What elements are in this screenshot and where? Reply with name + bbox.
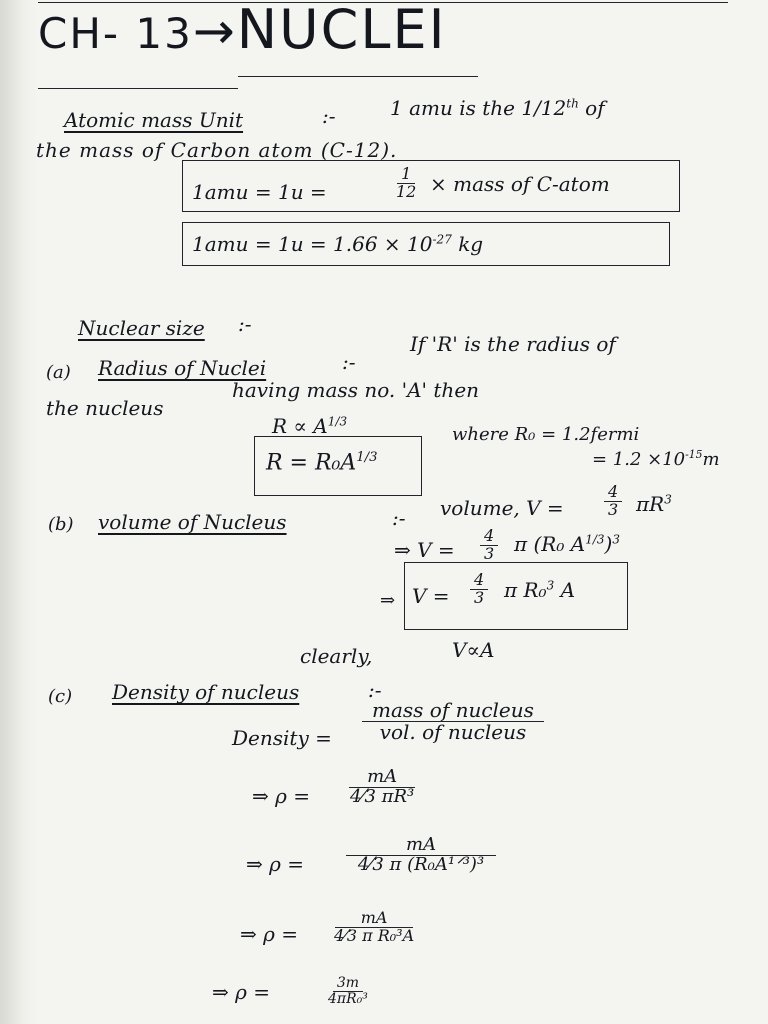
volume-num: 4 bbox=[604, 484, 622, 502]
density-step4-num: 3m bbox=[333, 976, 363, 992]
volume-left: volume, V = bbox=[440, 496, 564, 520]
volume-step1-cube: 3 bbox=[612, 532, 620, 547]
volume-step2-fraction bbox=[470, 572, 488, 607]
density-step4-fraction bbox=[324, 976, 372, 1006]
radius-proportion bbox=[272, 414, 347, 438]
volume-step2-text: π R₀ bbox=[504, 578, 547, 602]
density-num: mass of nucleus bbox=[362, 700, 544, 722]
volume-step1-left: ⇒ V = bbox=[394, 538, 455, 562]
volume-step2-left: V = bbox=[412, 584, 450, 608]
volume-proportion: V∝A bbox=[452, 638, 495, 662]
title-underline-2 bbox=[238, 76, 478, 77]
density-step2-fraction bbox=[346, 836, 496, 875]
radius-text-1: If 'R' is the radius of bbox=[410, 332, 616, 356]
volume-step1-right bbox=[514, 532, 620, 556]
volume-clearly: clearly, bbox=[300, 644, 373, 668]
volume-step2-den: 3 bbox=[474, 587, 485, 607]
title-arrow: → bbox=[192, 2, 237, 60]
volume-fraction bbox=[604, 484, 622, 519]
density-step2-arrow: ⇒ ρ = bbox=[246, 852, 304, 876]
density-sep: :- bbox=[368, 678, 382, 702]
volume-pi bbox=[636, 492, 672, 516]
density-step3-num: mA bbox=[335, 910, 414, 928]
radius-where2-text: = 1.2 ×10 bbox=[592, 449, 686, 470]
amu-box1-den: 12 bbox=[396, 181, 417, 201]
volume-step1-fraction bbox=[480, 528, 498, 563]
amu-box2-exp: -27 bbox=[432, 232, 452, 247]
amu-def-line2: the mass of Carbon atom (C-12). bbox=[36, 138, 398, 162]
density-step1-num: mA bbox=[349, 768, 415, 788]
size-sep: :- bbox=[238, 312, 252, 336]
density-step3-den: 4⁄3 π R₀³A bbox=[334, 925, 415, 945]
density-step2-num: mA bbox=[346, 836, 496, 856]
amu-box1-right: × mass of C-atom bbox=[430, 172, 610, 196]
page-margin-shadow bbox=[0, 0, 38, 1024]
amu-box2 bbox=[192, 232, 483, 256]
density-step1-fraction bbox=[346, 768, 418, 807]
density-step4-den: 4πR₀³ bbox=[328, 990, 368, 1007]
radius-text-2b: having mass no. 'A' then bbox=[232, 378, 480, 402]
amu-box1-fraction bbox=[392, 166, 420, 201]
volume-step2-right bbox=[504, 578, 575, 602]
radius-label: (a) bbox=[46, 362, 71, 383]
density-label: (c) bbox=[48, 686, 73, 707]
radius-where-1: where R₀ = 1.2fermi bbox=[452, 424, 640, 445]
chapter-number: CH- 13 bbox=[38, 9, 193, 58]
amu-heading: Atomic mass Unit bbox=[64, 108, 244, 132]
density-step1-den: 4⁄3 πR³ bbox=[350, 785, 415, 807]
density-step3-fraction bbox=[330, 910, 418, 945]
radius-prop-text: R ∝ A bbox=[272, 414, 328, 438]
radius-prop-exp: 1/3 bbox=[327, 414, 348, 429]
amu-sep: :- bbox=[322, 104, 336, 128]
density-lhs: Density = bbox=[232, 726, 332, 750]
page-title bbox=[38, 0, 447, 61]
radius-heading: Radius of Nuclei bbox=[98, 356, 267, 380]
size-heading: Nuclear size bbox=[78, 316, 205, 340]
volume-step1-num: 4 bbox=[480, 528, 498, 546]
volume-step2-arrow: ⇒ bbox=[380, 590, 396, 611]
density-step1-arrow: ⇒ ρ = bbox=[252, 784, 310, 808]
volume-sep: :- bbox=[392, 506, 406, 530]
radius-formula bbox=[266, 450, 378, 475]
amu-box1-left: 1amu = 1u = bbox=[192, 180, 327, 204]
amu-def-sup: th bbox=[566, 96, 579, 111]
volume-step1-den: 3 bbox=[484, 543, 495, 563]
radius-text-2a: the nucleus bbox=[46, 396, 164, 420]
radius-sep: :- bbox=[342, 350, 356, 374]
volume-pi-exp: 3 bbox=[664, 492, 672, 507]
amu-def-line1 bbox=[390, 96, 605, 120]
volume-step2-exp: 3 bbox=[546, 578, 555, 593]
volume-pi-text: πR bbox=[636, 492, 665, 516]
amu-box2-unit: kg bbox=[458, 232, 484, 256]
density-step3-arrow: ⇒ ρ = bbox=[240, 922, 298, 946]
volume-step1-text: π (R₀ A bbox=[514, 532, 586, 556]
amu-box2-text: 1amu = 1u = 1.66 × 10 bbox=[192, 232, 433, 256]
density-fraction bbox=[362, 700, 544, 743]
radius-where2-exp: -15 bbox=[685, 448, 703, 461]
volume-step2-A: A bbox=[560, 578, 576, 602]
density-den: vol. of nucleus bbox=[379, 720, 527, 744]
amu-box1-num: 1 bbox=[397, 166, 415, 184]
radius-formula-exp: 1/3 bbox=[356, 450, 378, 465]
volume-den: 3 bbox=[608, 499, 619, 519]
volume-heading: volume of Nucleus bbox=[98, 510, 287, 534]
amu-def-end: of bbox=[585, 96, 605, 120]
volume-step2-num: 4 bbox=[470, 572, 488, 590]
chapter-topic: NUCLEI bbox=[236, 0, 447, 61]
radius-where2-unit: m bbox=[702, 449, 720, 470]
radius-formula-text: R = R₀A bbox=[266, 450, 357, 476]
volume-step1-exp: 1/3 bbox=[585, 532, 605, 547]
title-underline-1 bbox=[38, 88, 238, 89]
volume-step1-close: ) bbox=[604, 532, 613, 556]
density-step2-den: 4⁄3 π (R₀A¹ᐟ³)³ bbox=[357, 853, 485, 875]
amu-def-text: 1 amu is the 1/12 bbox=[390, 96, 567, 120]
volume-label: (b) bbox=[48, 514, 74, 535]
density-heading: Density of nucleus bbox=[112, 680, 300, 704]
radius-where-2 bbox=[592, 448, 720, 470]
density-step4-arrow: ⇒ ρ = bbox=[212, 980, 270, 1004]
